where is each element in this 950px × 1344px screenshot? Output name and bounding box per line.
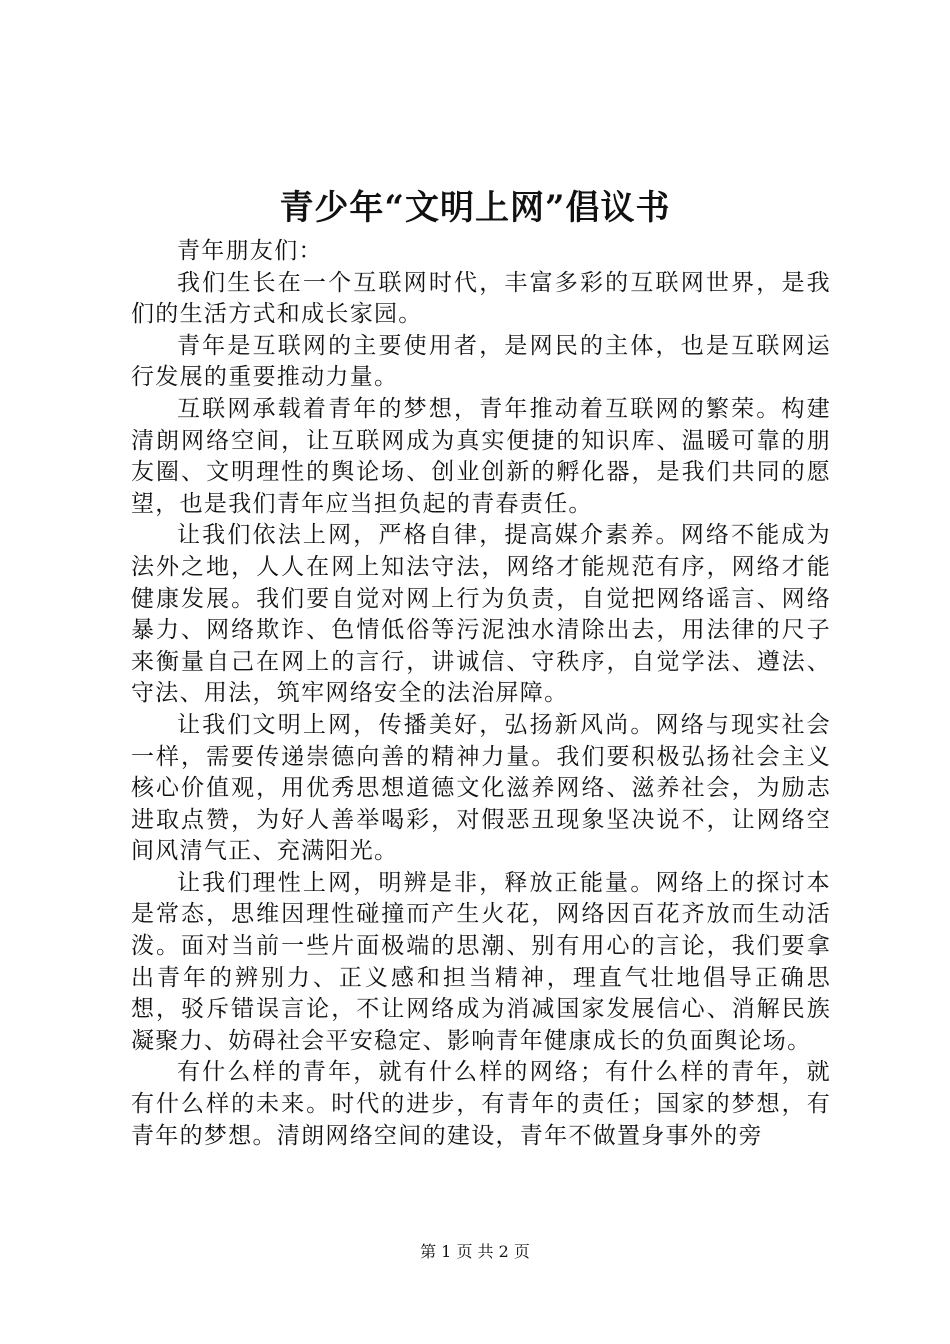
paragraph-5: 让我们文明上网，传播美好，弘扬新风尚。网络与现实社会一样，需要传递崇德向善的精神力量。我们要积极弘扬社会主义核心价值观，用优秀思想道德文化滋养网络、滋养社会，为励志进取点赞，为好人善举喝彩，对假恶丑现象坚决说不，让网络空间风清气正、充满阳光。 [131,711,831,865]
page-footer: 第 1 页 共 2 页 [420,1242,530,1261]
paragraph-7: 有什么样的青年，就有什么样的网络；有什么样的青年，就有什么样的未来。时代的进步，有青年的责任；国家的梦想，有青年的梦想。清朗网络空间的建设，青年不做置身事外的旁 [131,1059,831,1149]
document-body [131,236,831,1152]
paragraph-2: 青年是互联网的主要使用者，是网民的主体，也是互联网运行发展的重要推动力量。 [131,332,831,391]
paragraph-1: 我们生长在一个互联网时代，丰富多彩的互联网世界，是我们的生活方式和成长家园。 [131,269,831,328]
paragraph-4: 让我们依法上网，严格自律，提高媒介素养。网络不能成为法外之地，人人在网上知法守法，网络才能规范有序，网络才能健康发展。我们要自觉对网上行为负责，自觉把网络谣言、网络暴力、网络欺诈、色情低俗等污泥浊水清除出去，用法律的尺子来衡量自己在网上的言行，讲诚信、守秩序，自觉学法、遵法、守法、用法，筑牢网络安全的法治屏障。 [131,522,831,707]
paragraph-6: 让我们理性上网，明辨是非，释放正能量。网络上的探讨本是常态，思维因理性碰撞而产生火花，网络因百花齐放而生动活泼。面对当前一些片面极端的思潮、别有用心的言论，我们要拿出青年的辨别力、正义感和担当精神，理直气壮地倡导正确思想，驳斥错误言论，不让网络成为消减国家发展信心、消解民族凝聚力、妨碍社会平安稳定、影响青年健康成长的负面舆论场。 [131,869,831,1054]
salutation: 青年朋友们： [177,238,323,264]
document-title: 青少年“文明上网”倡议书 [279,188,671,228]
paragraph-3: 互联网承载着青年的梦想，青年推动着互联网的繁荣。构建清朗网络空间，让互联网成为真实便捷的知识库、温暖可靠的朋友圈、文明理性的舆论场、创业创新的孵化器，是我们共同的愿望，也是我们青年应当担负起的青春责任。 [131,395,831,517]
